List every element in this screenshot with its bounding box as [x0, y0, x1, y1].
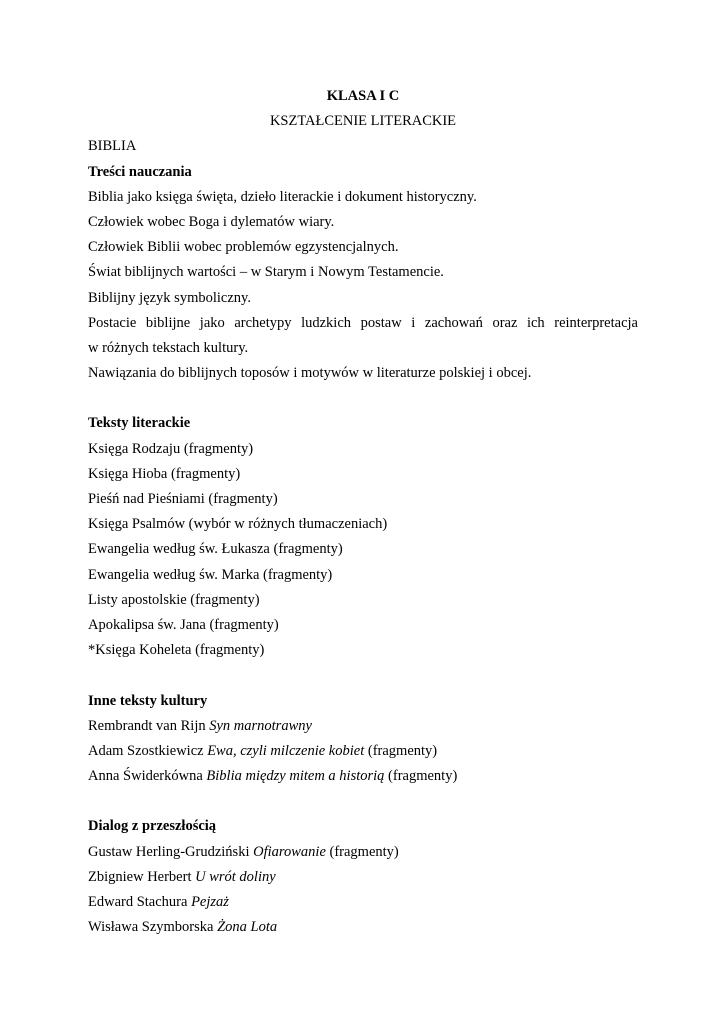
teksty-item: Księga Hioba (fragmenty): [88, 465, 241, 482]
tresci-item: Biblijny język symboliczny.: [88, 289, 251, 306]
tresci-item: Człowiek Biblii wobec problemów egzystencjalnych.: [88, 239, 399, 256]
subject-title: KSZTAŁCENIE LITERACKIE: [269, 113, 457, 130]
teksty-item: Apokalipsa św. Jana (fragmenty): [88, 616, 279, 633]
work-author: Rembrandt van Rijn: [88, 717, 210, 734]
tresci-heading: Treści nauczania: [88, 163, 192, 180]
inne-heading: Inne teksty kultury: [88, 692, 208, 709]
spacer: [88, 789, 638, 814]
work-title: Biblia między mitem a historią: [206, 768, 385, 785]
work-title: Żona Lota: [217, 919, 278, 936]
dialog-item: [88, 915, 638, 940]
word: biblijne: [145, 314, 191, 331]
dialog-item: [88, 840, 638, 865]
teksty-item: *Księga Koheleta (fragmenty): [88, 642, 265, 659]
work-author: Adam Szostkiewicz: [88, 742, 208, 759]
teksty-item: Ewangelia według św. Łukasza (fragmenty): [88, 541, 343, 558]
dialog-item: [88, 865, 638, 890]
work-author: Zbigniew Herbert: [88, 868, 196, 885]
work-title: U wrót doliny: [195, 868, 276, 885]
work-author: Anna Świderkówna: [88, 768, 207, 785]
work-title: Ofiarowanie: [253, 843, 326, 860]
word: i: [411, 314, 416, 331]
teksty-item: Ewangelia według św. Marka (fragmenty): [88, 566, 333, 583]
spacer: [88, 386, 638, 411]
dialog-heading: Dialog z przeszłością: [88, 818, 217, 835]
tresci-continuation: w różnych tekstach kultury.: [88, 339, 249, 356]
dialog-item: [88, 890, 638, 915]
teksty-item: Pieśń nad Pieśniami (fragmenty): [88, 491, 278, 507]
work-title: Ewa, czyli milczenie kobiet: [207, 742, 365, 759]
work-suffix: (fragmenty): [325, 843, 399, 860]
work-author: Wisława Szymborska: [88, 919, 218, 936]
work-author: Gustaw Herling-Grudziński: [88, 843, 254, 860]
teksty-item: Listy apostolskie (fragmenty): [88, 591, 260, 608]
document-page: [88, 84, 638, 940]
work-title: Pejzaż: [191, 894, 229, 910]
tresci-item: Biblia jako księga święta, dzieło literackie i dokument historyczny.: [88, 188, 477, 205]
teksty-item: Księga Rodzaju (fragmenty): [88, 440, 254, 457]
work-suffix: (fragmenty): [364, 742, 438, 759]
word: oraz: [492, 314, 518, 331]
teksty-heading: Teksty literackie: [88, 415, 191, 432]
spacer: [88, 663, 638, 688]
word: Postacie: [88, 314, 137, 331]
tresci-justified-line: [88, 311, 638, 336]
word: ludzkich: [301, 314, 352, 331]
word: reinterpretacja: [554, 314, 638, 331]
word: postaw: [360, 314, 402, 331]
tresci-item: Nawiązania do biblijnych toposów i motywów w literaturze polskiej i obcej.: [88, 365, 532, 382]
work-author: Edward Stachura: [88, 894, 192, 910]
word: zachowań: [424, 314, 483, 331]
tresci-item: Człowiek wobec Boga i dylematów wiary.: [88, 213, 335, 230]
section-title: BIBLIA: [88, 138, 137, 155]
inne-item: [88, 739, 638, 764]
work-title: Syn marnotrawny: [209, 717, 312, 734]
word: ich: [526, 314, 545, 331]
word: archetypy: [234, 314, 292, 331]
class-title: KLASA I C: [326, 88, 400, 104]
work-suffix: (fragmenty): [384, 768, 458, 785]
tresci-item: Świat biblijnych wartości – w Starym i Nowym Testamencie.: [88, 264, 444, 281]
word: jako: [199, 314, 225, 331]
inne-item: [88, 764, 638, 789]
teksty-item: Księga Psalmów (wybór w różnych tłumaczeniach): [88, 516, 388, 533]
inne-item: [88, 714, 638, 739]
